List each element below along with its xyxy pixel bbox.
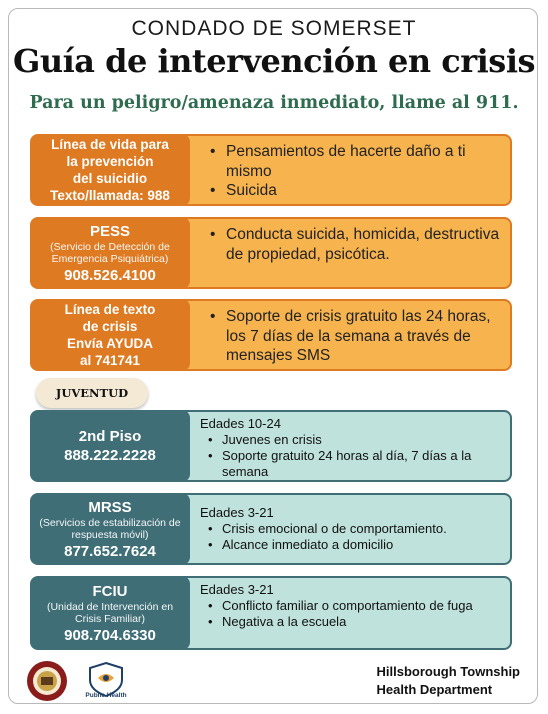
resource-phone: 908.526.4100 xyxy=(64,266,156,284)
resource-subtitle: (Unidad de Intervención en Crisis Familiar) xyxy=(46,600,174,625)
list-item: • Juvenes en crisis xyxy=(200,432,500,448)
age-range: Edades 3-21 xyxy=(200,505,274,520)
township-seal-icon xyxy=(26,660,68,702)
resource-name: MRSS xyxy=(88,498,132,516)
resource-phone: 877.652.7624 xyxy=(64,542,156,560)
resource-fciu-label xyxy=(30,576,190,650)
resource-2nd-piso-details xyxy=(180,410,512,482)
list-item: • Crisis emocional o de comportamiento. xyxy=(200,521,500,537)
resource-name: PESS xyxy=(89,222,131,240)
resource-2nd-piso-label xyxy=(30,410,190,482)
emergency-notice: Para un peligro/amenaza inmediato, llame al 911. xyxy=(29,93,519,113)
label-line: Línea de vida para xyxy=(51,137,169,152)
list-item: • Alcance inmediato a domicilio xyxy=(200,537,500,553)
page-title: Guía de intervención en crisis xyxy=(13,42,535,80)
resource-name: 2nd Piso xyxy=(78,428,142,445)
resource-fciu-details xyxy=(180,576,512,650)
resource-pess xyxy=(30,217,512,289)
label-line: Línea de texto xyxy=(64,302,156,317)
age-range: Edades 3-21 xyxy=(200,582,274,597)
resource-phone: 908.704.6330 xyxy=(64,626,156,644)
resource-crisis-text-details xyxy=(180,299,512,371)
resource-988 xyxy=(30,134,512,206)
resource-crisis-text xyxy=(30,299,512,371)
resource-crisis-text-label xyxy=(30,299,190,371)
list-item: • Soporte gratuito 24 horas al día, 7 días a la semana xyxy=(200,448,500,480)
label-line: al 741741 xyxy=(79,353,141,368)
resource-mrss xyxy=(30,493,512,565)
label-line: de crisis xyxy=(82,319,138,334)
resource-mrss-details xyxy=(180,493,512,565)
resource-name: FCIU xyxy=(92,582,128,600)
list-item: • Pensamientos de hacerte daño a ti mismo xyxy=(210,142,500,181)
age-range: Edades 10-24 xyxy=(200,416,281,431)
resource-subtitle: (Servicios de estabilización de respuesta móvil) xyxy=(39,516,181,541)
resource-phone: 888.222.2228 xyxy=(64,447,156,464)
resource-pess-label xyxy=(30,217,190,289)
county-name: CONDADO DE SOMERSET xyxy=(131,17,417,40)
resource-subtitle: (Servicio de Detección de Emergencia Psiquiátrica) xyxy=(50,240,170,265)
resource-988-label xyxy=(30,134,190,206)
resource-pess-details xyxy=(180,217,512,289)
list-item: • Suicida xyxy=(210,181,500,201)
list-item: • Negativa a la escuela xyxy=(200,614,500,630)
department-name-line2: Health Department xyxy=(376,682,493,697)
label-line: del suicidio xyxy=(72,171,148,186)
list-item: • Conflicto familiar o comportamiento de fuga xyxy=(200,598,500,614)
resource-mrss-label xyxy=(30,493,190,565)
resource-2nd-piso xyxy=(30,410,512,482)
resource-988-details xyxy=(180,134,512,206)
department-name xyxy=(377,663,520,699)
youth-tag: JUVENTUD xyxy=(36,378,148,408)
label-line: Envía AYUDA xyxy=(66,336,154,351)
label-line: la prevención xyxy=(66,154,154,169)
label-line: Texto/llamada: 988 xyxy=(50,188,170,203)
public-health-logo-text: Public Health xyxy=(85,692,127,699)
resource-fciu xyxy=(30,576,512,650)
department-name-line1: Hillsborough Township xyxy=(376,664,520,679)
list-item: • Conducta suicida, homicida, destructiva de propiedad, psicótica. xyxy=(210,225,500,264)
list-item: • Soporte de crisis gratuito las 24 horas, los 7 días de la semana a través de mensajes SMS xyxy=(210,307,500,366)
